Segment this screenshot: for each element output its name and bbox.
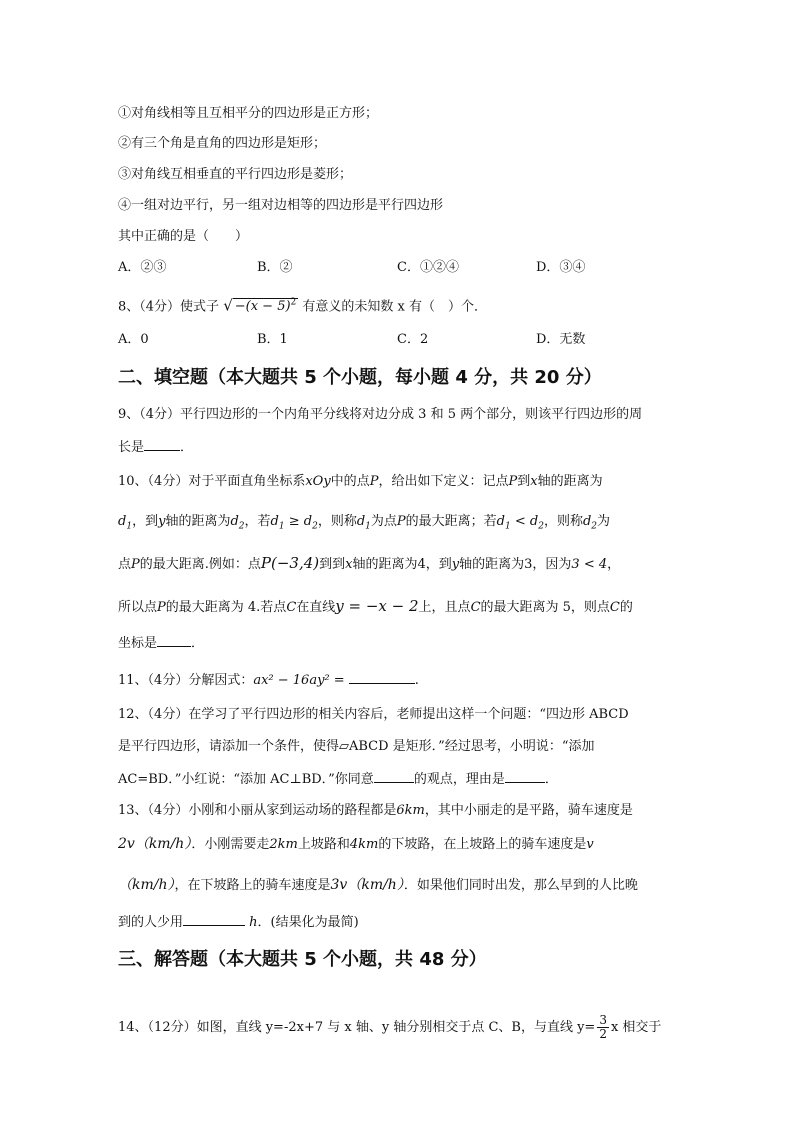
q10-math: C: [609, 600, 620, 615]
q10-math: $d_2$: [230, 514, 245, 532]
q13-math: （km/h）: [118, 877, 175, 893]
q13-math: 2v（km/h）: [118, 836, 192, 852]
q12-text: ．: [544, 772, 558, 787]
q10-text: 所以点: [118, 600, 158, 615]
q11-prefix: 11、（4分）分解因式：: [118, 673, 254, 688]
q10-math: P: [508, 474, 518, 489]
q10-line-equation: y = −x − 2: [335, 597, 419, 615]
q8-expression: −(x − 5): [234, 299, 291, 315]
q10-math: $d_2$: [582, 514, 598, 532]
q10-text: 到: [517, 474, 531, 489]
q13-math: v: [586, 837, 594, 852]
q9-line-2-text: 长是: [118, 440, 145, 455]
q10-text: 轴的距离为3，因为: [459, 557, 572, 572]
q10-line-2: [118, 513, 610, 536]
q14-fraction: [597, 1014, 609, 1041]
q10-math: P: [369, 474, 379, 489]
q12-answer-blank-2[interactable]: [505, 770, 545, 783]
q13-text: ，在下坡路上的骑车速度是: [174, 878, 331, 893]
sqrt-symbol: √: [223, 296, 233, 315]
q8-option-a: A．0: [118, 332, 149, 347]
q10-text: 中的点: [330, 474, 370, 489]
q10-text: ，给出如下定义：记点: [378, 474, 509, 489]
q10-point: P(−3,4): [260, 554, 320, 572]
q13-text: 到的人少用: [118, 915, 184, 930]
fraction-denominator: 2: [599, 1027, 607, 1041]
section-2-heading: 二、填空题（本大题共 5 个小题，每小题 4 分，共 20 分）: [118, 367, 602, 388]
q14-text: 14、（12分）如图，直线 y=-2x+7 与 x 轴、y 轴分别相交于点 C、B，与直线 y=: [118, 1020, 596, 1035]
q10-line-4: [118, 597, 633, 617]
q7-option-d: D．③④: [536, 260, 586, 275]
q10-math: 3 < 4: [571, 557, 608, 572]
q13-text: 的下坡路，在上坡路上的骑车速度是: [378, 837, 587, 852]
q7-prompt: 其中正确的是（ ）: [118, 229, 249, 244]
q9-line-1: 9、（4分）平行四边形的一个内角平分线将对边分成 3 和 5 两个部分，则该平行四边形的周: [118, 407, 643, 422]
section-3-heading: 三、解答题（本大题共 5 个小题，共 48 分）: [118, 949, 487, 970]
q13-line-2: [118, 835, 594, 854]
q12-line-3: [118, 770, 558, 789]
q14-line-1: [118, 1014, 661, 1041]
q10-text: 为: [597, 514, 611, 529]
q11-suffix: .: [414, 673, 419, 688]
q10-math: $d_1$: [118, 514, 133, 532]
q7-option-c: C．①②④: [397, 260, 459, 275]
q8-prefix: 8、（4分）使式子: [118, 299, 220, 315]
q10-text: 为点: [370, 514, 397, 529]
q13-line-3: [118, 876, 638, 895]
q10-math: x: [345, 557, 353, 572]
q8-exponent: 2: [290, 298, 297, 308]
q13-text: ．小刚需要走: [191, 837, 270, 852]
q10-math: x: [530, 474, 538, 489]
q8-question: [118, 294, 487, 316]
q13-line-1: [118, 802, 633, 820]
q8-suffix: 有意义的未知数 x 有（ ）个．: [302, 299, 488, 315]
q10-text: 到到: [319, 557, 346, 572]
q13-answer-blank[interactable]: [183, 913, 245, 926]
q10-text: 的最大距离为 5，则点: [480, 600, 610, 615]
q10-math: P: [396, 514, 406, 529]
q8-radicand: [233, 298, 299, 314]
q13-text: 上坡路和: [297, 837, 350, 852]
q7-statement-2: ②有三个角是直角的四边形是矩形；: [118, 136, 327, 151]
q10-text: 轴的距离为4，到: [352, 557, 452, 572]
q10-text: 的最大距离；若: [405, 514, 497, 529]
q10-math: C: [286, 600, 297, 615]
q10-math: C: [470, 600, 481, 615]
q7-option-b: B．②: [257, 260, 293, 275]
q10-text: 在直线: [296, 600, 336, 615]
q7-statement-1: ①对角线相等且互相平分的四边形是正方形；: [118, 106, 379, 121]
q12-text: AC=BD．”小红说：“添加 AC⊥BD．”你同意: [118, 772, 374, 787]
q10-text: 轴的距离为: [165, 514, 231, 529]
q11-question: [118, 671, 419, 690]
q10-text: 的最大距离为 4.若点: [165, 600, 287, 615]
q11-answer-blank[interactable]: [349, 671, 415, 684]
q10-text: ，到: [132, 514, 159, 529]
q13-math: 2km: [269, 837, 298, 852]
fraction-numerator: 3: [599, 1013, 607, 1027]
q10-text: 10、（4分）对于平面直角坐标系: [118, 474, 306, 489]
q10-math: P: [131, 557, 140, 572]
q10-math: y: [158, 514, 166, 529]
q13-math: 4km: [349, 837, 379, 852]
q10-text: 坐标是: [118, 636, 158, 651]
q11-expression: ax² − 16ay² =: [253, 673, 345, 688]
q10-line-1: [118, 473, 603, 491]
q13-text: 13、（4分）小刚和小丽从家到运动场的路程都是: [118, 803, 397, 818]
q10-math: $d_1$: [356, 514, 371, 532]
q10-text: ，若: [244, 514, 271, 529]
q12-text: 的观点，理由是: [413, 772, 505, 787]
q13-text: ．(结果化为最简): [257, 915, 359, 930]
q12-answer-blank-1[interactable]: [374, 770, 414, 783]
q13-text: ，其中小丽走的是平路，骑车速度是: [424, 803, 633, 818]
q10-math: xOy: [305, 474, 331, 489]
q10-math: $d_1 < d_2$: [496, 514, 544, 532]
q14-text: x 相交于: [610, 1020, 662, 1035]
q12-line-2: 是平行四边形，请添加一个条件，使得▱ABCD 是矩形．”经过思考，小明说：“添加: [118, 739, 595, 754]
q10-text: ，则称: [543, 514, 583, 529]
q10-math: P: [157, 600, 166, 615]
q10-text: 上，且点: [418, 600, 471, 615]
q10-text: 的: [619, 600, 633, 615]
q13-math: 6km: [396, 803, 425, 818]
q10-text: 点: [118, 557, 132, 572]
q10-text: ，则称: [317, 514, 357, 529]
q8-option-d: D．无数: [536, 332, 586, 347]
q13-line-4: [118, 913, 359, 932]
q8-option-b: B．1: [257, 332, 288, 347]
q7-statement-3: ③对角线互相垂直的平行四边形是菱形；: [118, 167, 353, 182]
q10-math: y: [451, 557, 460, 572]
q10-math: $d_1 \ge d_2$: [270, 514, 318, 532]
q8-option-c: C．2: [397, 332, 429, 347]
q10-text: 的最大距离.例如：点: [139, 557, 261, 572]
q10-line-5: 坐标是 ．: [118, 636, 205, 651]
q13-math: h: [249, 915, 258, 930]
q9-answer-blank[interactable]: [144, 438, 180, 451]
q12-line-1: 12、（4分）在学习了平行四边形的相关内容后，老师提出这样一个问题：“四边形 ABCD: [118, 707, 629, 722]
q7-option-a: A．②③: [118, 260, 167, 275]
q7-statement-4: ④一组对边平行，另一组对边相等的四边形是平行四边形: [118, 198, 444, 213]
q9-line-2: 长是 ．: [118, 440, 194, 455]
q10-text: 轴的距离为: [537, 474, 603, 489]
q13-text: ．如果他们同时出发，那么早到的人比晚: [403, 878, 638, 893]
q13-math: 3v（km/h）: [330, 877, 404, 893]
q10-answer-blank[interactable]: [157, 634, 191, 647]
q10-line-3: 点P的最大距离.例如：点P(−3,4)到到x轴的距离为4，到y轴的距离为3，因为3 < 4，: [118, 554, 621, 572]
